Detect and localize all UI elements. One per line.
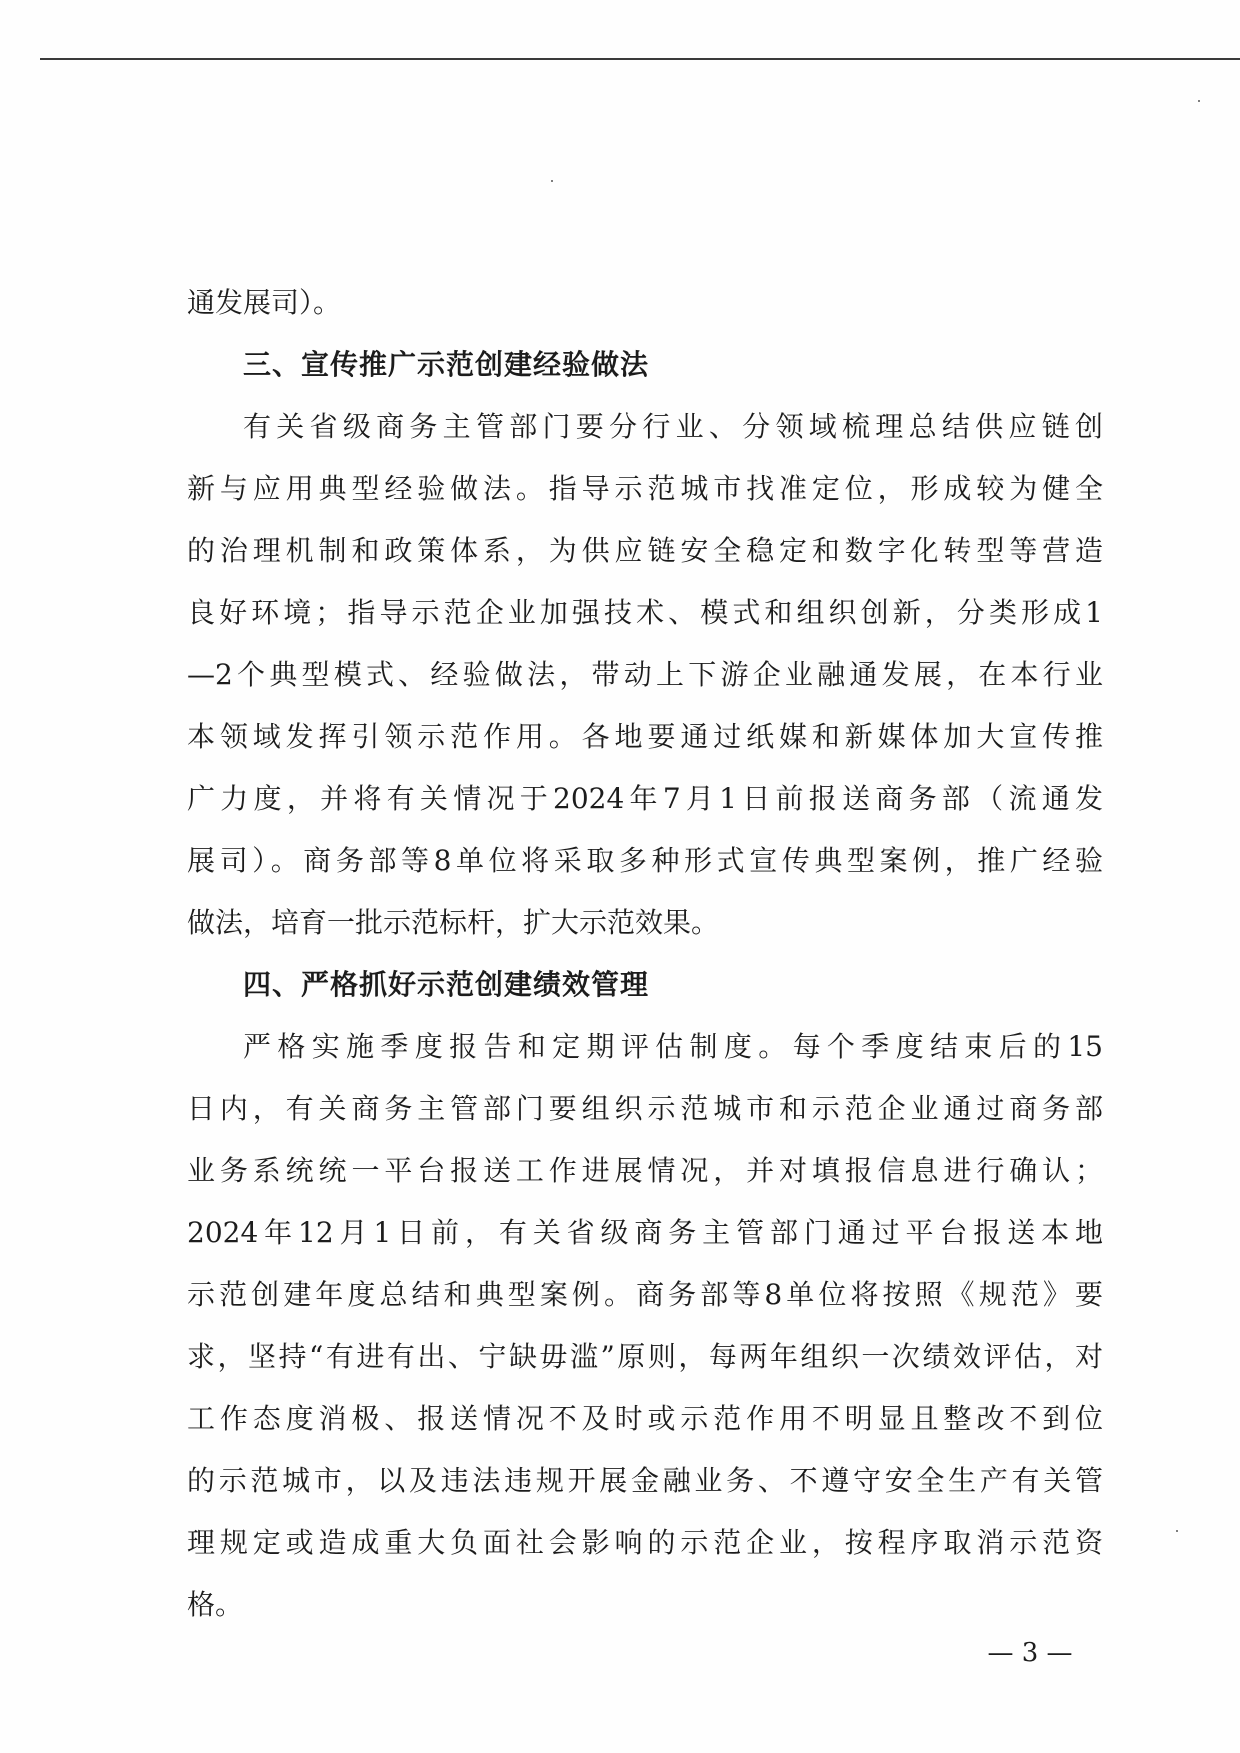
text-line: 2024年12月1日前，有关省级商务主管部门通过平台报送本地 — [187, 1216, 1103, 1249]
text-line: 做法，培育一批示范标杆，扩大示范效果。 — [187, 906, 720, 939]
text-line: 工作态度消极、报送情况不及时或示范作用不明显且整改不到位 — [187, 1402, 1103, 1435]
text-line: 新与应用典型经验做法。指导示范城市找准定位，形成较为健全 — [187, 472, 1103, 505]
scan-speck — [551, 180, 553, 182]
page-number: — 3 — — [987, 1638, 1073, 1668]
text-line: —2个典型模式、经验做法，带动上下游企业融通发展，在本行业 — [187, 658, 1103, 691]
section-heading-4: 四、严格抓好示范创建绩效管理 — [243, 968, 650, 1001]
text-line: 良好环境；指导示范企业加强技术、模式和组织创新，分类形成1 — [187, 596, 1103, 629]
text-line: 严格实施季度报告和定期评估制度。每个季度结束后的15 — [243, 1030, 1103, 1063]
text-line: 的示范城市，以及违法违规开展金融业务、不遵守安全生产有关管 — [187, 1464, 1103, 1497]
text-line: 日内，有关商务主管部门要组织示范城市和示范企业通过商务部 — [187, 1092, 1103, 1125]
text-line: 广力度，并将有关情况于2024年7月1日前报送商务部（流通发 — [187, 782, 1103, 815]
text-line: 业务系统统一平台报送工作进展情况，并对填报信息进行确认； — [187, 1154, 1103, 1187]
body-text — [187, 272, 1103, 1636]
scan-speck — [1198, 100, 1200, 102]
text-line: 展司）。商务部等8单位将采取多种形式宣传典型案例，推广经验 — [187, 844, 1103, 877]
text-line: 的治理机制和政策体系，为供应链安全稳定和数字化转型等营造 — [187, 534, 1103, 567]
text-line: 理规定或造成重大负面社会影响的示范企业，按程序取消示范资 — [187, 1526, 1103, 1559]
section-heading-3: 三、宣传推广示范创建经验做法 — [243, 348, 650, 381]
text-line: 示范创建年度总结和典型案例。商务部等8单位将按照《规范》要 — [187, 1278, 1103, 1311]
text-line: 有关省级商务主管部门要分行业、分领域梳理总结供应链创 — [243, 410, 1103, 443]
text-line: 格。 — [187, 1588, 244, 1621]
text-line: 通发展司）。 — [187, 286, 342, 319]
text-line: 求，坚持“有进有出、宁缺毋滥”原则，每两年组织一次绩效评估，对 — [187, 1340, 1103, 1373]
scan-speck — [1176, 1530, 1178, 1532]
text-line: 本领域发挥引领示范作用。各地要通过纸媒和新媒体加大宣传推 — [187, 720, 1103, 753]
header-rule — [40, 58, 1240, 60]
